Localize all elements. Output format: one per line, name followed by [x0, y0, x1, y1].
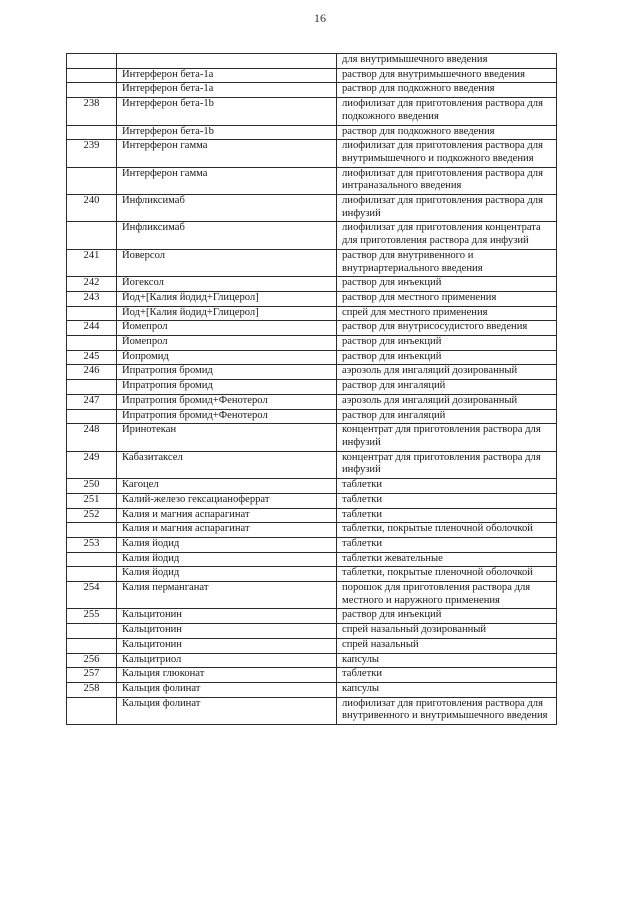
- dosage-form: концентрат для приготовления раствора для инфузий: [337, 424, 557, 451]
- row-number: [67, 624, 117, 639]
- dosage-form: раствор для инъекций: [337, 336, 557, 351]
- row-number: 253: [67, 537, 117, 552]
- dosage-form: раствор для внутрисосудистого введения: [337, 321, 557, 336]
- dosage-form: раствор для инъекций: [337, 350, 557, 365]
- row-number: 252: [67, 508, 117, 523]
- table-row: [67, 451, 557, 478]
- table-row: [67, 277, 557, 292]
- dosage-form: таблетки жевательные: [337, 552, 557, 567]
- dosage-form: лиофилизат для приготовления раствора для инфузий: [337, 195, 557, 222]
- drug-name: Иринотекан: [117, 424, 337, 451]
- row-number: 238: [67, 98, 117, 125]
- drug-name: Йод+[Калия йодид+Глицерол]: [117, 291, 337, 306]
- drug-name: Калий-железо гексацианоферрат: [117, 493, 337, 508]
- table-row: [67, 493, 557, 508]
- drug-name: Интерферон гамма: [117, 140, 337, 167]
- row-number: 245: [67, 350, 117, 365]
- dosage-form: раствор для внутривенного и внутриартериального введения: [337, 249, 557, 276]
- dosage-form: концентрат для приготовления раствора для инфузий: [337, 451, 557, 478]
- table-row: [67, 222, 557, 249]
- row-number: [67, 336, 117, 351]
- row-number: 246: [67, 365, 117, 380]
- table-row: [67, 365, 557, 380]
- row-number: [67, 83, 117, 98]
- drug-name: Интерферон бета-1а: [117, 83, 337, 98]
- row-number: 254: [67, 582, 117, 609]
- drug-name: Ипратропия бромид+Фенотерол: [117, 409, 337, 424]
- dosage-form: спрей назальный дозированный: [337, 624, 557, 639]
- row-number: [67, 380, 117, 395]
- table-row: [67, 336, 557, 351]
- row-number: [67, 638, 117, 653]
- dosage-form: для внутримышечного введения: [337, 54, 557, 69]
- row-number: 255: [67, 609, 117, 624]
- dosage-form: раствор для подкожного введения: [337, 125, 557, 140]
- drug-name: Ипратропия бромид: [117, 380, 337, 395]
- drug-name: Йомепрол: [117, 336, 337, 351]
- drug-name: Йопромид: [117, 350, 337, 365]
- table-row: [67, 668, 557, 683]
- table-row: [67, 409, 557, 424]
- dosage-form: лиофилизат для приготовления раствора для внутримышечного и подкожного введения: [337, 140, 557, 167]
- drug-name: Йоверсол: [117, 249, 337, 276]
- table-row: [67, 140, 557, 167]
- drug-name: Йогексол: [117, 277, 337, 292]
- row-number: 241: [67, 249, 117, 276]
- dosage-form: раствор для ингаляций: [337, 409, 557, 424]
- row-number: 243: [67, 291, 117, 306]
- dosage-form: таблетки, покрытые пленочной оболочкой: [337, 567, 557, 582]
- table-row: [67, 624, 557, 639]
- table-row: [67, 537, 557, 552]
- row-number: [67, 68, 117, 83]
- table-row: [67, 380, 557, 395]
- table-row: [67, 609, 557, 624]
- drug-name: [117, 54, 337, 69]
- dosage-form: раствор для ингаляций: [337, 380, 557, 395]
- drug-name: Йод+[Калия йодид+Глицерол]: [117, 306, 337, 321]
- dosage-form: раствор для подкожного введения: [337, 83, 557, 98]
- row-number: [67, 125, 117, 140]
- table-row: [67, 306, 557, 321]
- table-row: [67, 321, 557, 336]
- drug-name: Кальцитриол: [117, 653, 337, 668]
- dosage-form: таблетки: [337, 668, 557, 683]
- row-number: 240: [67, 195, 117, 222]
- row-number: 258: [67, 682, 117, 697]
- drug-name: Калия перманганат: [117, 582, 337, 609]
- dosage-form: раствор для инъекций: [337, 277, 557, 292]
- table-row: [67, 350, 557, 365]
- row-number: 256: [67, 653, 117, 668]
- table-row: [67, 394, 557, 409]
- table-row: [67, 249, 557, 276]
- drug-table: [66, 53, 557, 725]
- drug-name: Интерферон бета-1b: [117, 98, 337, 125]
- table-row: [67, 682, 557, 697]
- drug-name: Ипратропия бромид+Фенотерол: [117, 394, 337, 409]
- table-row: [67, 291, 557, 306]
- row-number: [67, 523, 117, 538]
- drug-name: Калия йодид: [117, 567, 337, 582]
- table-row: [67, 508, 557, 523]
- dosage-form: раствор для местного применения: [337, 291, 557, 306]
- dosage-form: порошок для приготовления раствора для местного и наружного применения: [337, 582, 557, 609]
- table-row: [67, 567, 557, 582]
- dosage-form: аэрозоль для ингаляций дозированный: [337, 394, 557, 409]
- table-row: [67, 125, 557, 140]
- table-row: [67, 552, 557, 567]
- drug-name: Йомепрол: [117, 321, 337, 336]
- drug-name: Кальция фолинат: [117, 682, 337, 697]
- drug-name: Интерферон гамма: [117, 167, 337, 194]
- table-row: [67, 83, 557, 98]
- table-row: [67, 638, 557, 653]
- dosage-form: раствор для внутримышечного введения: [337, 68, 557, 83]
- drug-name: Кальцитонин: [117, 609, 337, 624]
- table-row: [67, 54, 557, 69]
- dosage-form: лиофилизат для приготовления раствора для интраназального введения: [337, 167, 557, 194]
- dosage-form: таблетки: [337, 537, 557, 552]
- dosage-form: капсулы: [337, 682, 557, 697]
- row-number: [67, 409, 117, 424]
- drug-name: Калия и магния аспарагинат: [117, 508, 337, 523]
- row-number: 247: [67, 394, 117, 409]
- table-row: [67, 68, 557, 83]
- drug-name: Кальцитонин: [117, 638, 337, 653]
- drug-name: Калия йодид: [117, 537, 337, 552]
- row-number: 249: [67, 451, 117, 478]
- dosage-form: спрей для местного применения: [337, 306, 557, 321]
- drug-name: Ипратропия бромид: [117, 365, 337, 380]
- table-row: [67, 167, 557, 194]
- dosage-form: капсулы: [337, 653, 557, 668]
- table-row: [67, 697, 557, 724]
- dosage-form: таблетки: [337, 493, 557, 508]
- dosage-form: таблетки: [337, 508, 557, 523]
- dosage-form: аэрозоль для ингаляций дозированный: [337, 365, 557, 380]
- row-number: 250: [67, 479, 117, 494]
- drug-name: Кабазитаксел: [117, 451, 337, 478]
- drug-table-body: [67, 54, 557, 725]
- dosage-form: таблетки: [337, 479, 557, 494]
- row-number: [67, 567, 117, 582]
- row-number: [67, 697, 117, 724]
- row-number: 257: [67, 668, 117, 683]
- dosage-form: лиофилизат для приготовления раствора для внутривенного и внутримышечного введения: [337, 697, 557, 724]
- drug-name: Инфликсимаб: [117, 195, 337, 222]
- page-number: 16: [314, 11, 326, 25]
- dosage-form: таблетки, покрытые пленочной оболочкой: [337, 523, 557, 538]
- table-row: [67, 98, 557, 125]
- drug-name: Интерферон бета-1а: [117, 68, 337, 83]
- drug-name: Инфликсимаб: [117, 222, 337, 249]
- row-number: 239: [67, 140, 117, 167]
- row-number: [67, 552, 117, 567]
- row-number: 251: [67, 493, 117, 508]
- dosage-form: спрей назальный: [337, 638, 557, 653]
- row-number: [67, 54, 117, 69]
- drug-name: Калия йодид: [117, 552, 337, 567]
- table-row: [67, 479, 557, 494]
- table-row: [67, 523, 557, 538]
- row-number: 248: [67, 424, 117, 451]
- drug-name: Кагоцел: [117, 479, 337, 494]
- dosage-form: лиофилизат для приготовления концентрата для приготовления раствора для инфузий: [337, 222, 557, 249]
- drug-name: Кальцитонин: [117, 624, 337, 639]
- drug-name: Интерферон бета-1b: [117, 125, 337, 140]
- table-row: [67, 582, 557, 609]
- dosage-form: лиофилизат для приготовления раствора для подкожного введения: [337, 98, 557, 125]
- dosage-form: раствор для инъекций: [337, 609, 557, 624]
- row-number: [67, 222, 117, 249]
- table-row: [67, 424, 557, 451]
- table-row: [67, 195, 557, 222]
- drug-name: Калия и магния аспарагинат: [117, 523, 337, 538]
- table-row: [67, 653, 557, 668]
- row-number: 242: [67, 277, 117, 292]
- drug-name: Кальция фолинат: [117, 697, 337, 724]
- row-number: [67, 167, 117, 194]
- row-number: [67, 306, 117, 321]
- row-number: 244: [67, 321, 117, 336]
- drug-name: Кальция глюконат: [117, 668, 337, 683]
